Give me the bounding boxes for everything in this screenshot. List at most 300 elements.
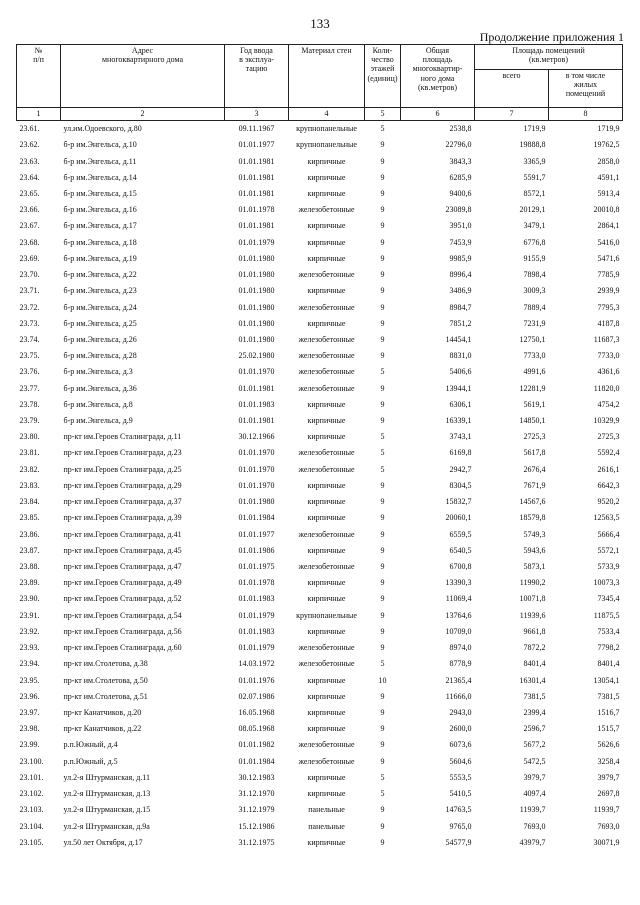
premises-total: 19888,8 xyxy=(519,140,546,150)
table-row xyxy=(17,153,623,169)
row-number: 23.86. xyxy=(19,529,40,539)
table-row xyxy=(17,137,623,153)
address: ул.50 лет Октября, д.17 xyxy=(63,837,143,847)
premises-total: 5617,8 xyxy=(523,448,546,458)
total-area: 8778,9 xyxy=(449,659,472,669)
floor-count: 9 xyxy=(380,610,385,620)
residential-area: 2697,8 xyxy=(597,789,620,799)
wall-material: кирпичные xyxy=(307,837,346,847)
row-number: 23.95. xyxy=(19,675,40,685)
row-number: 23.77. xyxy=(19,383,40,393)
total-area: 8996,4 xyxy=(449,270,472,280)
premises-total: 7898,4 xyxy=(523,270,546,280)
commission-date: 16.05.1968 xyxy=(238,707,275,717)
floor-count: 9 xyxy=(380,562,385,572)
commission-date: 01.01.1983 xyxy=(238,399,275,409)
commission-date: 01.01.1978 xyxy=(238,578,275,588)
table-row xyxy=(17,575,623,591)
row-number: 23.71. xyxy=(19,286,40,296)
wall-material: железобетонные xyxy=(298,351,355,361)
row-number: 23.68. xyxy=(19,237,40,247)
row-number: 23.69. xyxy=(19,253,40,263)
total-area: 6700,8 xyxy=(449,562,472,572)
row-number: 23.63. xyxy=(19,156,40,166)
commission-date: 01.01.1981 xyxy=(238,221,275,231)
total-area: 11666,0 xyxy=(445,691,472,701)
table-row xyxy=(17,737,623,753)
total-area: 2942,7 xyxy=(449,464,472,474)
premises-total: 9661,8 xyxy=(523,626,546,636)
total-area: 16339,1 xyxy=(445,416,472,426)
residential-area: 9520,2 xyxy=(597,497,620,507)
row-number: 23.89. xyxy=(19,578,40,588)
total-area: 8974,0 xyxy=(449,643,472,653)
wall-material: кирпичные xyxy=(307,707,346,717)
residential-area: 4361,6 xyxy=(597,367,620,377)
address: ул.2-я Штурманская, д.15 xyxy=(63,805,151,815)
total-area: 8984,7 xyxy=(449,302,472,312)
row-number: 23.96. xyxy=(19,691,40,701)
residential-area: 5592,4 xyxy=(597,448,620,458)
commission-date: 01.01.1981 xyxy=(238,416,275,426)
table-row xyxy=(17,478,623,494)
residential-area: 3979,7 xyxy=(597,772,620,782)
commission-date: 01.01.1980 xyxy=(238,286,275,296)
commission-date: 01.01.1980 xyxy=(238,334,275,344)
address: пр-кт им.Героев Сталинграда, д.52 xyxy=(63,594,182,604)
floor-count: 9 xyxy=(380,286,385,296)
table-row xyxy=(17,283,623,299)
address: б-р им.Энгельса, д.25 xyxy=(63,318,137,328)
address: пр-кт им.Героев Сталинграда, д.11 xyxy=(63,432,182,442)
wall-material: кирпичные xyxy=(307,497,346,507)
commission-date: 08.05.1968 xyxy=(238,724,275,734)
floor-count: 5 xyxy=(380,448,385,458)
row-number: 23.90. xyxy=(19,594,40,604)
table-row xyxy=(17,786,623,802)
row-number: 23.91. xyxy=(19,610,40,620)
address: пр-кт им.Героев Сталинграда, д.54 xyxy=(63,610,182,620)
address: пр-кт им.Героев Сталинграда, д.49 xyxy=(63,578,182,588)
address: пр-кт им.Героев Сталинграда, д.45 xyxy=(63,545,182,555)
row-number: 23.75. xyxy=(19,351,40,361)
housing-register-table xyxy=(16,44,623,851)
residential-area: 5626,6 xyxy=(597,740,620,750)
address: пр-кт им.Героев Сталинграда, д.60 xyxy=(63,643,182,653)
total-area: 23089,8 xyxy=(445,205,472,215)
floor-count: 9 xyxy=(380,205,385,215)
residential-area: 7795,3 xyxy=(597,302,620,312)
residential-area: 11820,0 xyxy=(593,383,620,393)
table-row xyxy=(17,510,623,526)
total-area: 5410,5 xyxy=(449,789,472,799)
floor-count: 9 xyxy=(380,253,385,263)
floor-count: 9 xyxy=(380,805,385,815)
floor-count: 9 xyxy=(380,480,385,490)
floor-count: 5 xyxy=(380,659,385,669)
floor-count: 9 xyxy=(380,221,385,231)
total-area: 22796,0 xyxy=(445,140,472,150)
premises-total: 8572,1 xyxy=(523,188,546,198)
wall-material: железобетонные xyxy=(298,756,355,766)
floor-count: 9 xyxy=(380,334,385,344)
commission-date: 30.12.1983 xyxy=(238,772,275,782)
row-number: 23.67. xyxy=(19,221,40,231)
commission-date: 01.01.1980 xyxy=(238,253,275,263)
wall-material: панельные xyxy=(308,805,345,815)
floor-count: 9 xyxy=(380,383,385,393)
floor-count: 5 xyxy=(380,789,385,799)
header-premises-residential: в том числе жилых помещений xyxy=(549,70,623,108)
table-row xyxy=(17,754,623,770)
premises-total: 2399,4 xyxy=(523,707,546,717)
premises-total: 3009,3 xyxy=(523,286,546,296)
premises-total: 9155,9 xyxy=(523,253,546,263)
floor-count: 9 xyxy=(380,724,385,734)
premises-total: 4991,6 xyxy=(523,367,546,377)
row-number: 23.81. xyxy=(19,448,40,458)
residential-area: 4187,8 xyxy=(597,318,620,328)
address: пр-кт Канатчиков, д.22 xyxy=(63,724,142,734)
commission-date: 01.01.1970 xyxy=(238,480,275,490)
address: р.п.Южный, д.5 xyxy=(63,756,118,766)
floor-count: 5 xyxy=(380,432,385,442)
residential-area: 7693,0 xyxy=(597,821,620,831)
premises-total: 11939,7 xyxy=(519,805,546,815)
premises-total: 7733,0 xyxy=(523,351,546,361)
premises-total: 7889,4 xyxy=(523,302,546,312)
table-row xyxy=(17,381,623,397)
wall-material: железобетонные xyxy=(298,448,355,458)
table-row xyxy=(17,348,623,364)
wall-material: кирпичные xyxy=(307,724,346,734)
premises-total: 7231,9 xyxy=(523,318,546,328)
commission-date: 01.01.1978 xyxy=(238,205,275,215)
wall-material: кирпичные xyxy=(307,237,346,247)
premises-total: 2676,4 xyxy=(523,464,546,474)
row-number: 23.98. xyxy=(19,724,40,734)
total-area: 6169,8 xyxy=(449,448,472,458)
floor-count: 9 xyxy=(380,270,385,280)
address: пр-кт им.Столетова, д.50 xyxy=(63,675,148,685)
address: ул.2-я Штурманская, д.13 xyxy=(63,789,151,799)
row-number: 23.65. xyxy=(19,188,40,198)
commission-date: 01.01.1980 xyxy=(238,270,275,280)
wall-material: кирпичные xyxy=(307,480,346,490)
address: б-р им.Энгельса, д.3 xyxy=(63,367,133,377)
floor-count: 9 xyxy=(380,188,385,198)
table-row xyxy=(17,689,623,705)
wall-material: кирпичные xyxy=(307,399,346,409)
total-area: 6540,5 xyxy=(449,545,472,555)
row-number: 23.94. xyxy=(19,659,40,669)
residential-area: 5666,4 xyxy=(597,529,620,539)
wall-material: железобетонные xyxy=(298,740,355,750)
wall-material: железобетонные xyxy=(298,270,355,280)
total-area: 5406,6 xyxy=(449,367,472,377)
wall-material: железобетонные xyxy=(298,205,355,215)
row-number: 23.70. xyxy=(19,270,40,280)
floor-count: 9 xyxy=(380,626,385,636)
address: б-р им.Энгельса, д.36 xyxy=(63,383,137,393)
row-number: 23.99. xyxy=(19,740,40,750)
row-number: 23.87. xyxy=(19,545,40,555)
residential-area: 1516,7 xyxy=(597,707,620,717)
address: пр-кт им.Столетова, д.51 xyxy=(63,691,148,701)
header-wall-material: Материал стен xyxy=(289,45,365,108)
floor-count: 9 xyxy=(380,513,385,523)
residential-area: 1515,7 xyxy=(597,724,620,734)
column-number: 2 xyxy=(61,108,225,121)
wall-material: железобетонные xyxy=(298,643,355,653)
total-area: 20060,1 xyxy=(445,513,472,523)
table-row xyxy=(17,235,623,251)
commission-date: 25.02.1980 xyxy=(238,351,275,361)
total-area: 7851,2 xyxy=(449,318,472,328)
wall-material: кирпичные xyxy=(307,545,346,555)
floor-count: 9 xyxy=(380,416,385,426)
address: б-р им.Энгельса, д.14 xyxy=(63,172,137,182)
premises-total: 5619,1 xyxy=(523,399,546,409)
residential-area: 2858,0 xyxy=(597,156,620,166)
address: б-р им.Энгельса, д.22 xyxy=(63,270,137,280)
wall-material: крупнопанельные xyxy=(296,124,357,134)
table-row xyxy=(17,413,623,429)
total-area: 13764,6 xyxy=(445,610,472,620)
commission-date: 31.12.1970 xyxy=(238,789,275,799)
table-row xyxy=(17,251,623,267)
total-area: 8304,5 xyxy=(449,480,472,490)
wall-material: кирпичные xyxy=(307,188,346,198)
wall-material: кирпичные xyxy=(307,691,346,701)
address: б-р им.Энгельса, д.15 xyxy=(63,188,137,198)
column-number: 8 xyxy=(549,108,623,121)
address: б-р им.Энгельса, д.26 xyxy=(63,334,137,344)
row-number: 23.66. xyxy=(19,205,40,215)
address: б-р им.Энгельса, д.28 xyxy=(63,351,137,361)
premises-total: 5749,3 xyxy=(523,529,546,539)
address: б-р им.Энгельса, д.18 xyxy=(63,237,137,247)
floor-count: 9 xyxy=(380,837,385,847)
residential-area: 10329,9 xyxy=(593,416,620,426)
commission-date: 01.01.1979 xyxy=(238,237,275,247)
premises-total: 12281,9 xyxy=(519,383,546,393)
table-row xyxy=(17,170,623,186)
total-area: 14454,1 xyxy=(445,334,472,344)
wall-material: кирпичные xyxy=(307,416,346,426)
column-number-row xyxy=(17,108,623,121)
table-row xyxy=(17,494,623,510)
wall-material: железобетонные xyxy=(298,659,355,669)
floor-count: 9 xyxy=(380,821,385,831)
wall-material: кирпичные xyxy=(307,789,346,799)
floor-count: 9 xyxy=(380,318,385,328)
premises-total: 4097,4 xyxy=(523,789,546,799)
table-row xyxy=(17,559,623,575)
total-area: 21365,4 xyxy=(445,675,472,685)
premises-total: 11939,6 xyxy=(519,610,546,620)
premises-total: 5472,5 xyxy=(523,756,546,766)
residential-area: 11939,7 xyxy=(593,805,620,815)
residential-area: 2864,1 xyxy=(597,221,620,231)
floor-count: 9 xyxy=(380,545,385,555)
residential-area: 4754,2 xyxy=(597,399,620,409)
row-number: 23.79. xyxy=(19,416,40,426)
address: ул.2-я Штурманская, д.11 xyxy=(63,772,150,782)
row-number: 23.74. xyxy=(19,334,40,344)
premises-total: 18579,8 xyxy=(519,513,546,523)
appendix-continuation-label: Продолжение приложения 1 xyxy=(479,30,624,44)
wall-material: железобетонные xyxy=(298,529,355,539)
commission-date: 01.01.1986 xyxy=(238,545,275,555)
total-area: 14763,5 xyxy=(445,805,472,815)
table-row xyxy=(17,608,623,624)
premises-total: 5943,6 xyxy=(523,545,546,555)
total-area: 2538,8 xyxy=(449,124,472,134)
floor-count: 9 xyxy=(380,756,385,766)
column-number: 7 xyxy=(475,108,549,121)
row-number: 23.62. xyxy=(19,140,40,150)
table-row xyxy=(17,462,623,478)
total-area: 7453,9 xyxy=(449,237,472,247)
row-number: 23.101. xyxy=(19,772,44,782)
table-row xyxy=(17,218,623,234)
table-row xyxy=(17,332,623,348)
commission-date: 01.01.1981 xyxy=(238,172,275,182)
floor-count: 9 xyxy=(380,302,385,312)
wall-material: кирпичные xyxy=(307,594,346,604)
floor-count: 9 xyxy=(380,707,385,717)
floor-count: 9 xyxy=(380,594,385,604)
commission-date: 01.01.1970 xyxy=(238,448,275,458)
premises-total: 14567,6 xyxy=(519,497,546,507)
table-body xyxy=(17,121,623,851)
residential-area: 4591,1 xyxy=(597,172,620,182)
column-number: 3 xyxy=(225,108,289,121)
row-number: 23.102. xyxy=(19,789,44,799)
address: р.п.Южный, д.4 xyxy=(63,740,118,750)
commission-date: 01.01.1970 xyxy=(238,367,275,377)
wall-material: железобетонные xyxy=(298,302,355,312)
commission-date: 01.01.1984 xyxy=(238,756,275,766)
premises-total: 10071,8 xyxy=(519,594,546,604)
residential-area: 30071,9 xyxy=(593,837,620,847)
total-area: 9985,9 xyxy=(449,253,472,263)
table-row xyxy=(17,591,623,607)
row-number: 23.61. xyxy=(19,124,40,134)
row-number: 23.103. xyxy=(19,805,44,815)
commission-date: 09.11.1967 xyxy=(238,124,275,134)
table-row xyxy=(17,705,623,721)
total-area: 5604,6 xyxy=(449,756,472,766)
row-number: 23.73. xyxy=(19,318,40,328)
header-premises-total: всего xyxy=(475,70,549,108)
residential-area: 3258,4 xyxy=(597,756,620,766)
residential-area: 2725,3 xyxy=(597,432,620,442)
address: пр-кт им.Героев Сталинграда, д.25 xyxy=(63,464,182,474)
total-area: 9765,0 xyxy=(449,821,472,831)
row-number: 23.82. xyxy=(19,464,40,474)
residential-area: 2939,9 xyxy=(597,286,620,296)
page-number: 133 xyxy=(310,16,330,31)
commission-date: 01.01.1977 xyxy=(238,140,275,150)
wall-material: железобетонные xyxy=(298,383,355,393)
floor-count: 9 xyxy=(380,691,385,701)
header-year: Год ввода в эксплуа- тацию xyxy=(225,45,289,108)
commission-date: 01.01.1981 xyxy=(238,188,275,198)
address: б-р им.Энгельса, д.9 xyxy=(63,416,133,426)
wall-material: железобетонные xyxy=(298,367,355,377)
residential-area: 2616,1 xyxy=(597,464,620,474)
wall-material: кирпичные xyxy=(307,172,346,182)
address: пр-кт им.Героев Сталинграда, д.47 xyxy=(63,562,182,572)
row-number: 23.72. xyxy=(19,302,40,312)
commission-date: 01.01.1977 xyxy=(238,529,275,539)
table-row xyxy=(17,267,623,283)
residential-area: 7345,4 xyxy=(597,594,620,604)
residential-area: 7381,5 xyxy=(597,691,620,701)
address: ул.2-я Штурманская, д.9а xyxy=(63,821,150,831)
wall-material: железобетонные xyxy=(298,334,355,344)
wall-material: железобетонные xyxy=(298,464,355,474)
premises-total: 8401,4 xyxy=(523,659,546,669)
address: пр-кт им.Героев Сталинграда, д.37 xyxy=(63,497,182,507)
commission-date: 30.12.1966 xyxy=(238,432,275,442)
row-number: 23.78. xyxy=(19,399,40,409)
total-area: 3951,0 xyxy=(449,221,472,231)
premises-total: 6776,8 xyxy=(523,237,546,247)
residential-area: 7798,2 xyxy=(597,643,620,653)
commission-date: 15.12.1986 xyxy=(238,821,275,831)
floor-count: 9 xyxy=(380,156,385,166)
wall-material: кирпичные xyxy=(307,318,346,328)
total-area: 6559,5 xyxy=(449,529,472,539)
wall-material: кирпичные xyxy=(307,221,346,231)
premises-total: 5873,1 xyxy=(523,562,546,572)
total-area: 54577,9 xyxy=(445,837,472,847)
floor-count: 10 xyxy=(378,675,387,685)
total-area: 3743,1 xyxy=(449,432,472,442)
total-area: 2600,0 xyxy=(449,724,472,734)
residential-area: 7785,9 xyxy=(597,270,620,280)
table-row xyxy=(17,721,623,737)
total-area: 11069,4 xyxy=(445,594,472,604)
column-number: 6 xyxy=(401,108,475,121)
row-number: 23.88. xyxy=(19,562,40,572)
floor-count: 9 xyxy=(380,399,385,409)
address: б-р им.Энгельса, д.17 xyxy=(63,221,137,231)
address: пр-кт Канатчиков, д.20 xyxy=(63,707,142,717)
premises-total: 5677,2 xyxy=(523,740,546,750)
wall-material: крупнопанельные xyxy=(296,140,357,150)
commission-date: 31.12.1975 xyxy=(238,837,275,847)
residential-area: 5913,4 xyxy=(597,188,620,198)
residential-area: 11875,5 xyxy=(593,610,620,620)
wall-material: кирпичные xyxy=(307,626,346,636)
premises-total: 7693,0 xyxy=(523,821,546,831)
total-area: 5553,5 xyxy=(449,772,472,782)
table-row xyxy=(17,299,623,315)
table-row xyxy=(17,818,623,834)
wall-material: железобетонные xyxy=(298,562,355,572)
floor-count: 9 xyxy=(380,172,385,182)
residential-area: 20010,8 xyxy=(593,205,620,215)
row-number: 23.104. xyxy=(19,821,44,831)
residential-area: 8401,4 xyxy=(597,659,620,669)
premises-total: 11990,2 xyxy=(519,578,546,588)
residential-area: 5416,0 xyxy=(597,237,620,247)
premises-total: 3365,9 xyxy=(523,156,546,166)
